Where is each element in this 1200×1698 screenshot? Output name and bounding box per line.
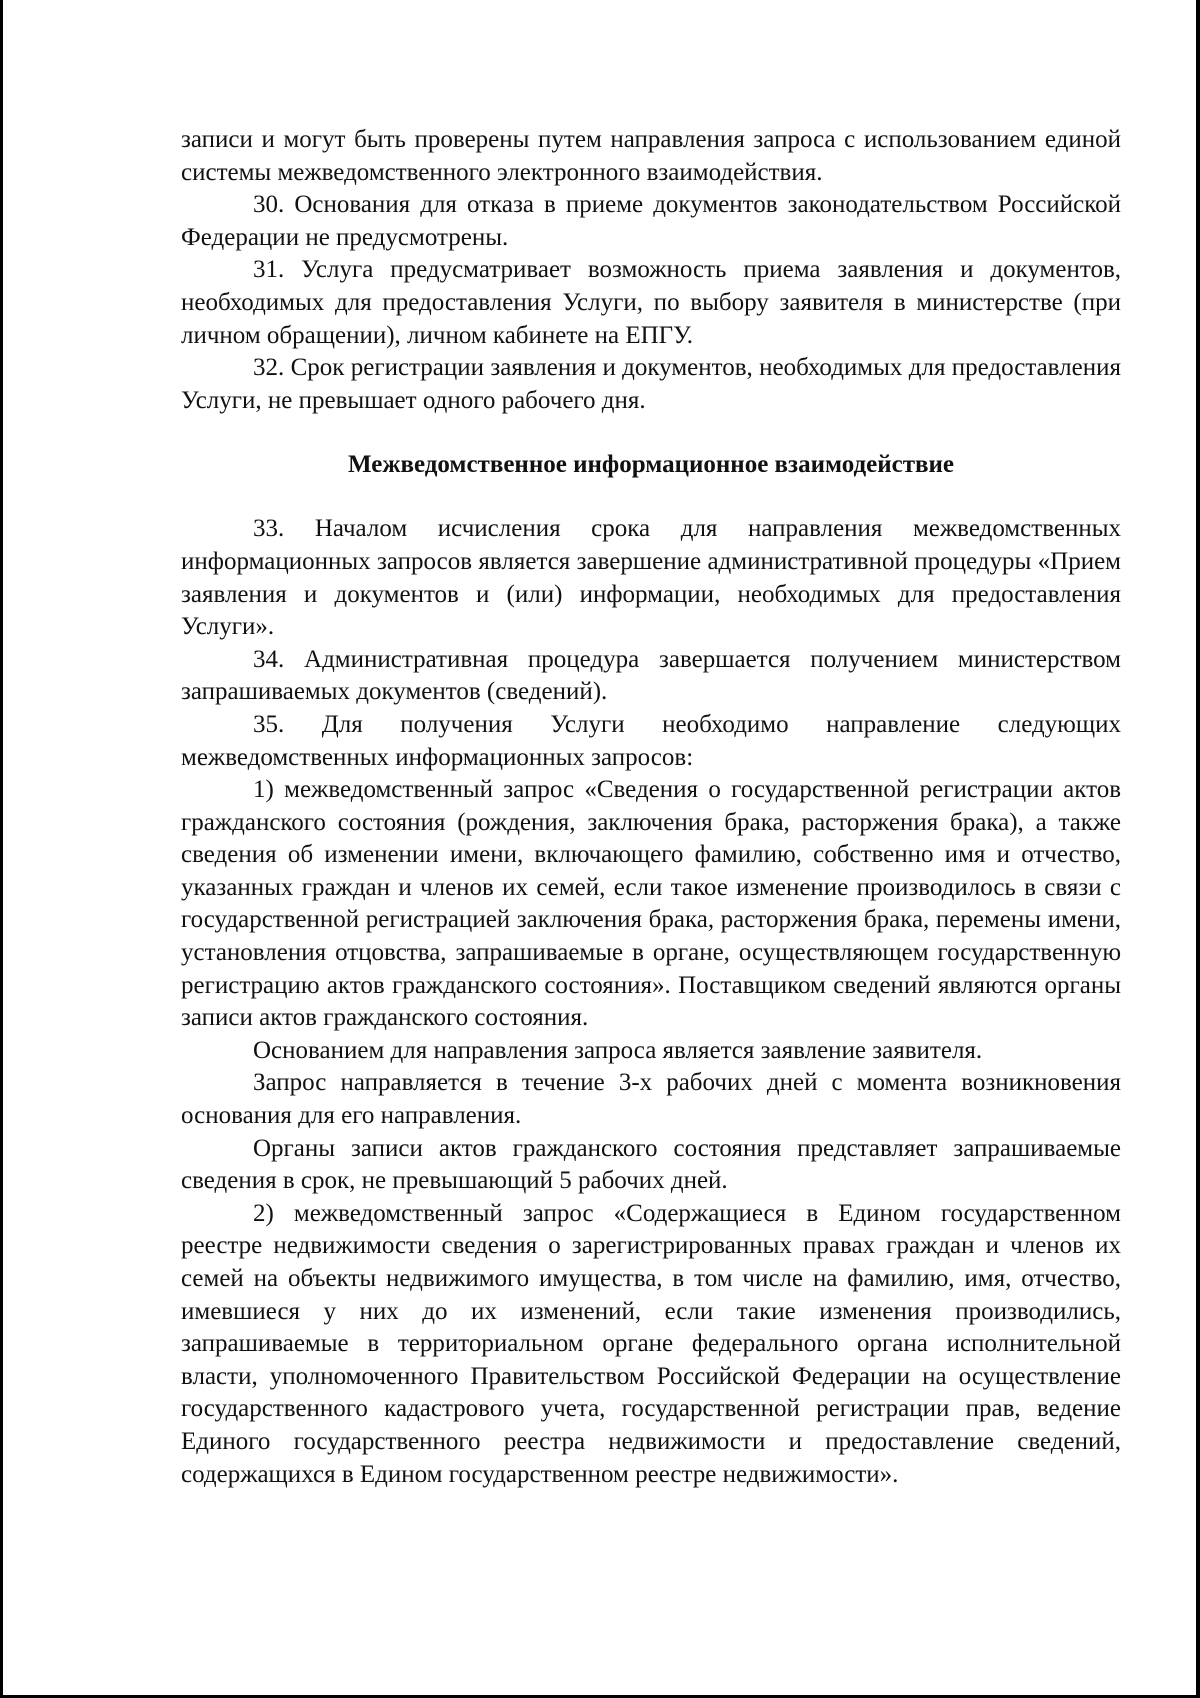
paragraph-response-timing: Органы записи актов гражданского состояния представляет запрашиваемые сведения в срок, не превышающий 5 рабочих дней. [181,1134,1121,1195]
paragraph-continuation: записи и могут быть проверены путем направления запроса с использованием единой системы межведомственного электронного взаимодействия. [181,126,1121,186]
document-page [181,124,1121,1491]
list-item-1: 1) межведомственный запрос «Сведения о государственной регистрации актов гражданского состояния (рождения, заключения брака, расторжения брака), а также сведения об изменении имени, включающего фамилию, собственно имя и отчество, указанных граждан и членов их семей, если такое изменение производилось в связи с государственной регистрацией заключения брака, расторжения брака, перемены имени, установления отцовства, запрашиваемые в органе, осуществляющем государственную регистрацию актов гражданского состояния». Поставщиком сведений являются органы записи актов гражданского состояния. [181,776,1121,1032]
section-heading: Межведомственное информационное взаимодействие [348,451,954,479]
list-item-2: 2) межведомственный запрос «Содержащиеся в Едином государственном реестре недвижимости сведения о зарегистрированных правах граждан и членов их семей на объекты недвижимого имущества, в том числе на фамилию, имя, отчество, имевшиеся у них до их изменений, если такие изменения производились, запрашиваемые в территориальном органе федерального органа исполнительной власти, уполномоченного Правительством Российской Федерации на осуществление государственного кадастрового учета, государственной регистрации прав, ведение Единого государственного реестра недвижимости и предоставление сведений, содержащихся в Едином государственном реестре недвижимости». [181,1199,1121,1488]
paragraph-33: 33. Началом исчисления срока для направления межведомственных информационных запросов является завершение административной процедуры «Прием заявления и документов и (или) информации, необходимых для предоставления Услуги». [181,515,1121,641]
paragraph-35: 35. Для получения Услуги необходимо направление следующих межведомственных информационных запросов: [181,710,1121,771]
paragraph-32: 32. Срок регистрации заявления и документов, необходимых для предоставления Услуги, не превышает одного рабочего дня. [181,354,1121,414]
scan-border-left [0,0,3,1698]
paragraph-30: 30. Основания для отказа в приеме документов законодательством Российской Федерации не предусмотрены. [181,191,1121,251]
scan-border-right [1196,0,1200,1698]
paragraph-34: 34. Административная процедура завершается получением министерством запрашиваемых документов (сведений). [181,645,1121,706]
paragraph-31: 31. Услуга предусматривает возможность приема заявления и документов, необходимых для предоставления Услуги, по выбору заявителя в министерстве (при личном обращении), личном кабинете на ЕПГУ. [181,256,1121,349]
paragraph-request-timing: Запрос направляется в течение 3-х рабочих дней с момента возникновения основания для его направления. [181,1069,1121,1130]
paragraph-request-basis: Основанием для направления запроса является заявление заявителя. [253,1036,983,1064]
